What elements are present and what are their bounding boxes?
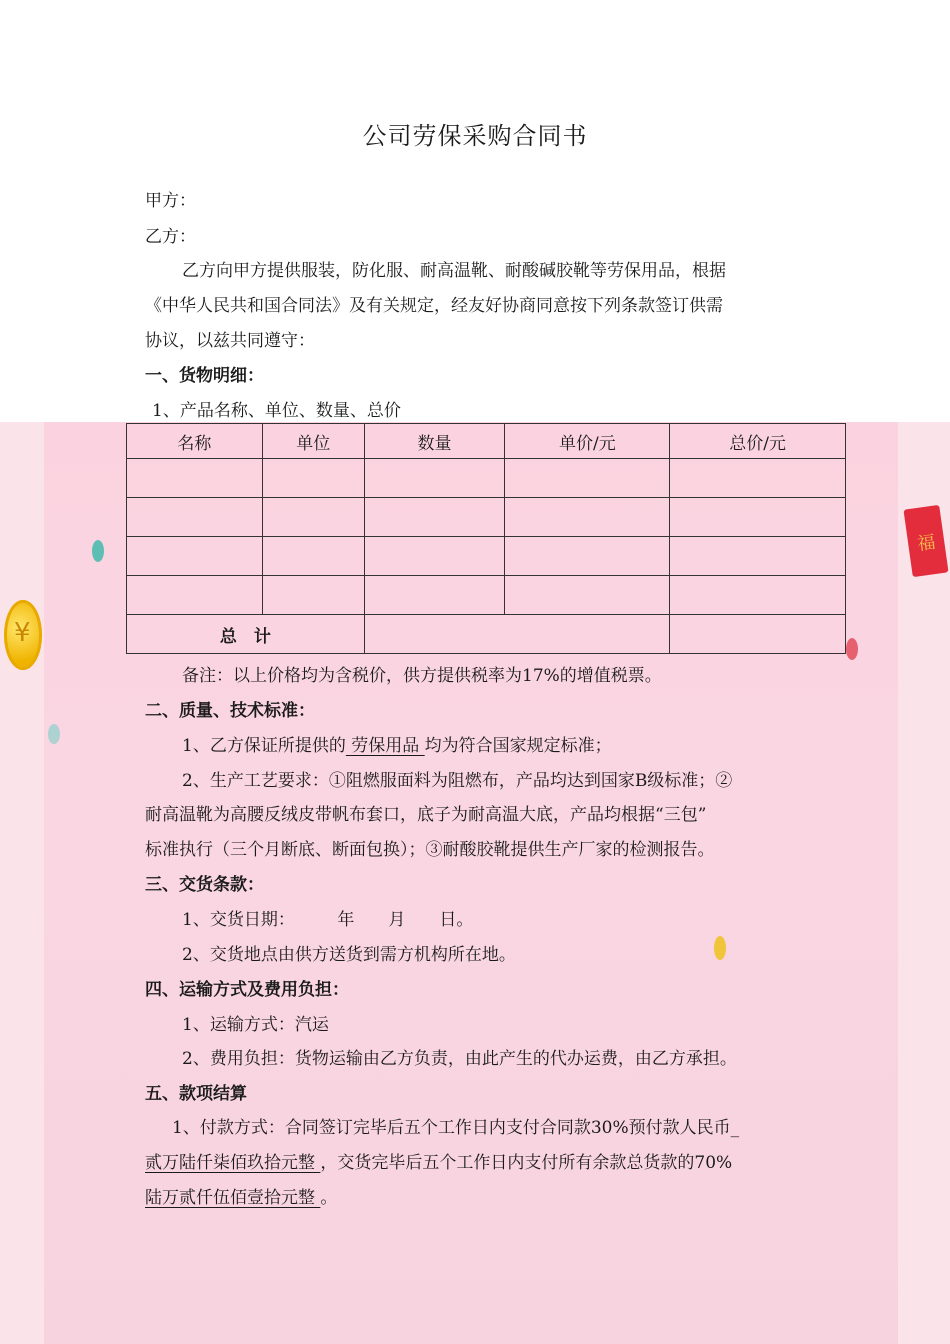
intro-line-1: 乙方向甲方提供服装，防化服、耐高温靴、耐酸碱胶靴等劳保用品，根据: [182, 261, 726, 281]
table-header-name: 名称: [127, 424, 263, 459]
section-5-item-1-line-3: [145, 1183, 337, 1208]
table-total-cell: [364, 615, 670, 654]
table-cell: [262, 537, 364, 576]
goods-table: [126, 423, 846, 654]
table-header-row: [127, 424, 846, 459]
table-cell: [364, 576, 505, 615]
section-1-item-1: 1、产品名称、单位、数量、总价: [152, 401, 401, 421]
table-cell: [127, 459, 263, 498]
table-cell: [127, 537, 263, 576]
table-total-row: [127, 615, 846, 654]
section-5-heading: 五、款项结算: [145, 1084, 247, 1104]
price-note: 备注：以上价格均为含税价，供方提供税率为17%的增值税票。: [182, 666, 662, 686]
intro-line-2: 《中华人民共和国合同法》及有关规定，经友好协商同意按下列条款签订供需: [145, 296, 723, 316]
table-header-unit-price: 单价/元: [505, 424, 670, 459]
table-cell: [127, 576, 263, 615]
table-header-quantity: 数量: [364, 424, 505, 459]
table-row: [127, 576, 846, 615]
table-cell: [262, 459, 364, 498]
section-2-item-1-lead: 1、乙方保证所提供的: [182, 736, 346, 756]
table-cell: [364, 537, 505, 576]
table-cell: [262, 498, 364, 537]
section-5-line-3-end: 。: [320, 1188, 338, 1208]
table-cell: [364, 459, 505, 498]
table-cell: [505, 459, 670, 498]
table-row: [127, 459, 846, 498]
gold-coin-icon: ¥: [4, 600, 42, 670]
section-2-item-1: [182, 731, 612, 756]
section-2-item-2-line-1: 2、生产工艺要求：①阻燃服面料为阻燃布，产品均达到国家B级标准；②: [182, 771, 733, 791]
table-cell: [670, 576, 846, 615]
balance-payment-amount: 陆万贰仟伍佰壹拾元整: [145, 1188, 321, 1208]
section-4-item-1: 1、运输方式：汽运: [182, 1015, 329, 1035]
section-4-item-2: 2、费用负担：货物运输由乙方负责，由此产生的代办运费，由乙方承担。: [182, 1049, 737, 1069]
table-cell: [505, 498, 670, 537]
table-cell: [505, 537, 670, 576]
section-3-heading: 三、交货条款：: [145, 875, 264, 895]
section-2-heading: 二、质量、技术标准：: [145, 701, 315, 721]
document-title: 公司劳保采购合同书: [362, 122, 588, 150]
table-header-total-price: 总价/元: [670, 424, 846, 459]
party-b: 乙方：: [145, 227, 196, 247]
section-5-line-2-text: ，交货完毕后五个工作日内支付所有余款总货款的70%: [320, 1153, 733, 1173]
party-a: 甲方：: [145, 191, 196, 211]
table-row: [127, 537, 846, 576]
table-cell: [364, 498, 505, 537]
table-total-value-cell: [670, 615, 846, 654]
red-envelope-icon: 福: [903, 505, 948, 577]
section-5-item-1-line-2: [145, 1148, 732, 1173]
table-cell: [505, 576, 670, 615]
table-row: [127, 498, 846, 537]
table-cell: [670, 537, 846, 576]
table-cell: [127, 498, 263, 537]
table-cell: [670, 498, 846, 537]
section-2-item-2-line-2: 耐高温靴为高腰反绒皮带帆布套口，底子为耐高温大底，产品均根据“三包”: [145, 805, 707, 825]
table-header-unit: 单位: [262, 424, 364, 459]
intro-line-3: 协议，以兹共同遵守：: [145, 331, 315, 351]
section-5-item-1-line-1: 1、付款方式：合同签订完毕后五个工作日内支付合同款30%预付款人民币_: [172, 1118, 740, 1138]
advance-payment-amount: 贰万陆仟柒佰玖拾元整: [145, 1153, 321, 1173]
section-1-heading: 一、货物明细：: [145, 366, 264, 386]
section-3-item-2: 2、交货地点由供方送货到需方机构所在地。: [182, 945, 516, 965]
section-3-item-1: 1、交货日期： 年 月 日。: [182, 910, 474, 930]
table-total-label: 总 计: [127, 615, 365, 654]
section-2-item-1-tail: 均为符合国家规定标准；: [424, 736, 612, 756]
section-2-product-field: 劳保用品: [345, 736, 425, 756]
section-4-heading: 四、运输方式及费用负担：: [145, 980, 349, 1000]
table-cell: [262, 576, 364, 615]
section-2-item-2-line-3: 标准执行（三个月断底、断面包换）；③耐酸胶靴提供生产厂家的检测报告。: [145, 840, 715, 860]
table-cell: [670, 459, 846, 498]
